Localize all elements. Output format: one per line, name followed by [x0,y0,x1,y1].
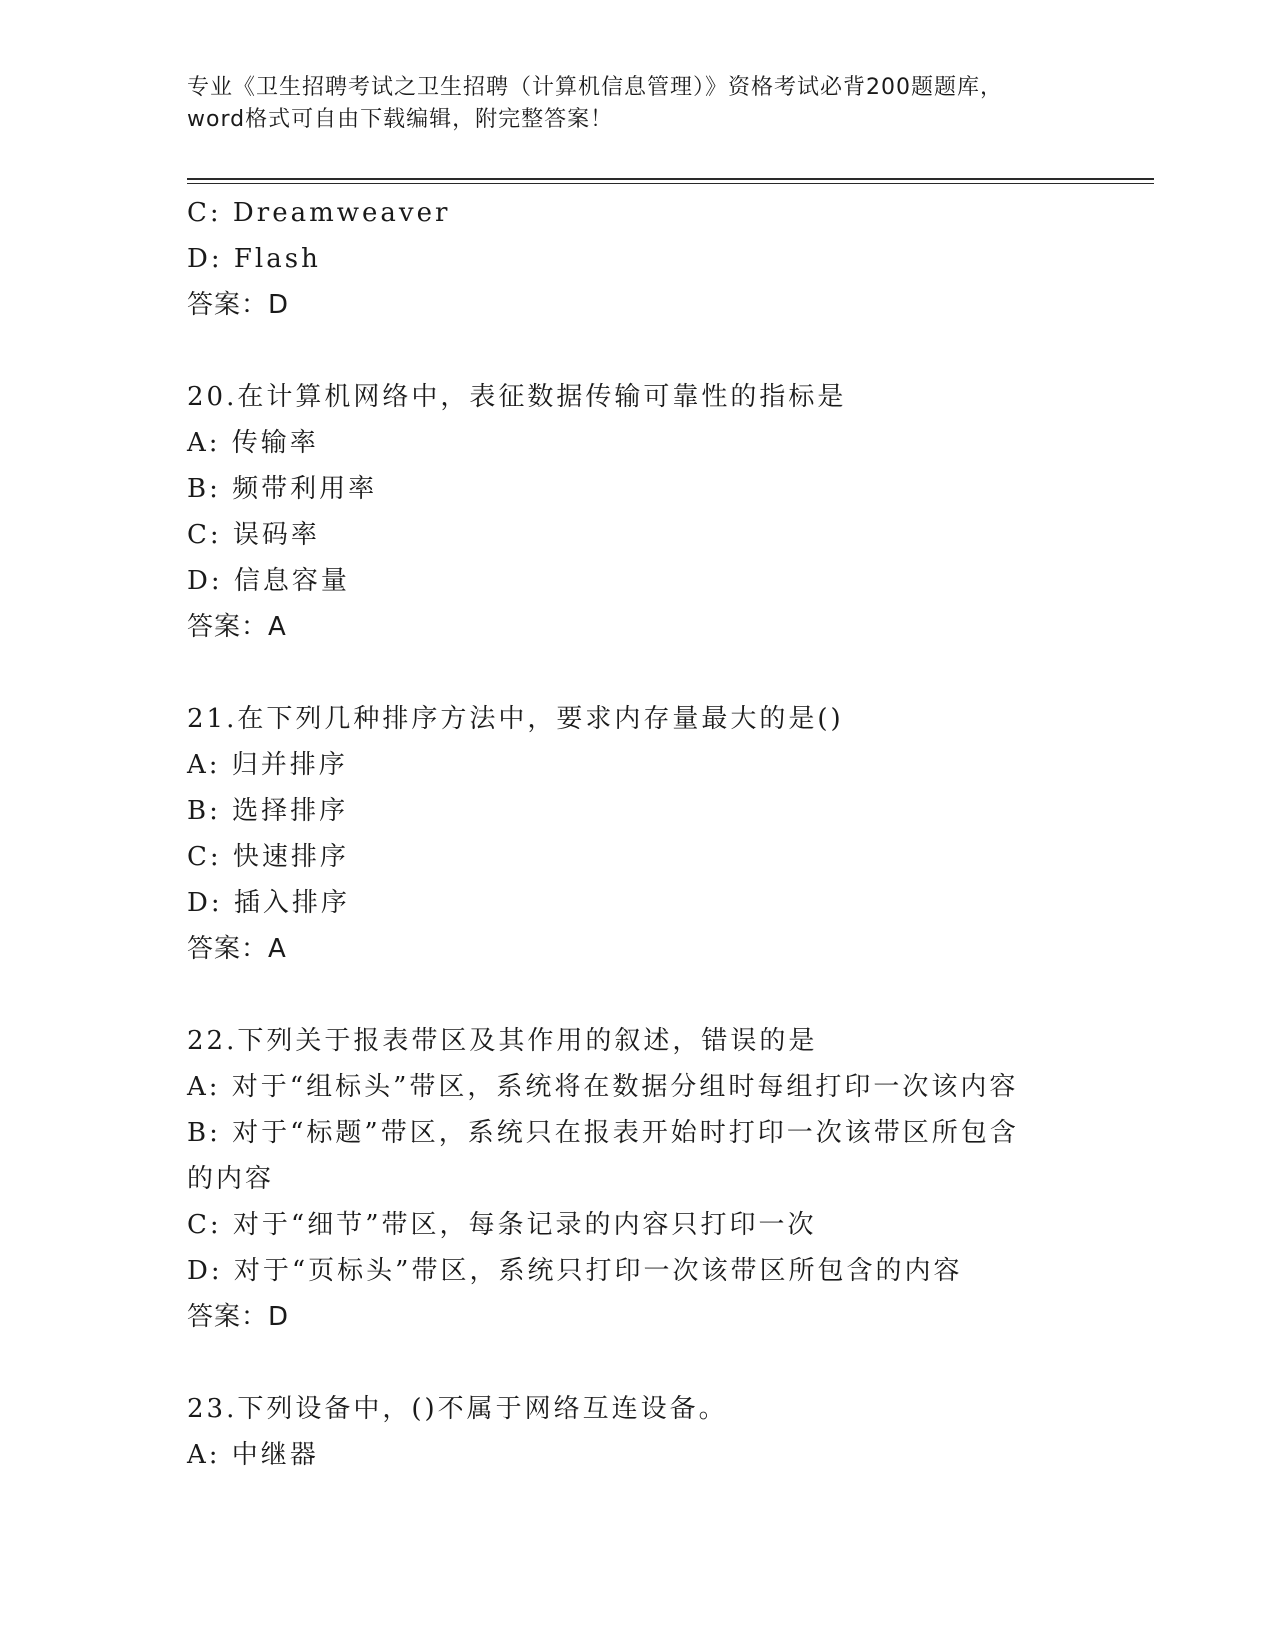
option-b: B: 对于“标题”带区，系统只在报表开始时打印一次该带区所包含的内容 [187,1118,1019,1194]
header-divider-thin [187,183,1154,184]
question-stem: 23.下列设备中，()不属于网络互连设备。 [187,1394,728,1424]
option-c: C: 快速排序 [187,842,349,872]
question-20 [187,374,1117,650]
header-divider-thick [187,178,1154,180]
option-a: A: 对于“组标头”带区，系统将在数据分组时每组打印一次该内容 [187,1072,1019,1102]
option-c: C: 误码率 [187,520,320,550]
question-21 [187,696,1117,972]
document-header [187,72,1087,136]
answer: 答案：A [187,612,287,642]
option-a: A: 传输率 [187,428,319,458]
option-b: B: 选择排序 [187,796,349,826]
header-line-2: word格式可自由下载编辑，附完整答案！ [187,107,614,132]
option-b: B: 频带利用率 [187,474,378,504]
option-a: A: 中继器 [187,1440,319,1470]
answer: 答案：D [187,1302,290,1332]
question-23 [187,1386,1117,1478]
option-d: D: 对于“页标头”带区，系统只打印一次该带区所包含的内容 [187,1256,963,1286]
question-stem: 20.在计算机网络中，表征数据传输可靠性的指标是 [187,382,847,412]
question-19-partial [187,190,1117,328]
answer: 答案：A [187,934,287,964]
option-d: D: 信息容量 [187,566,350,596]
option-a: A: 归并排序 [187,750,348,780]
question-list [187,190,1117,1478]
question-22 [187,1018,1117,1340]
question-stem: 22.下列关于报表带区及其作用的叙述，错误的是 [187,1026,818,1056]
answer: 答案：D [187,290,290,320]
option-c: C: 对于“细节”带区，每条记录的内容只打印一次 [187,1210,817,1240]
question-stem: 21.在下列几种排序方法中，要求内存量最大的是() [187,704,844,734]
option-c: C: Dreamweaver [187,198,451,228]
option-d: D: Flash [187,244,321,274]
header-line-1: 专业《卫生招聘考试之卫生招聘（计算机信息管理）》资格考试必背200题题库， [187,75,1003,100]
option-d: D: 插入排序 [187,888,350,918]
